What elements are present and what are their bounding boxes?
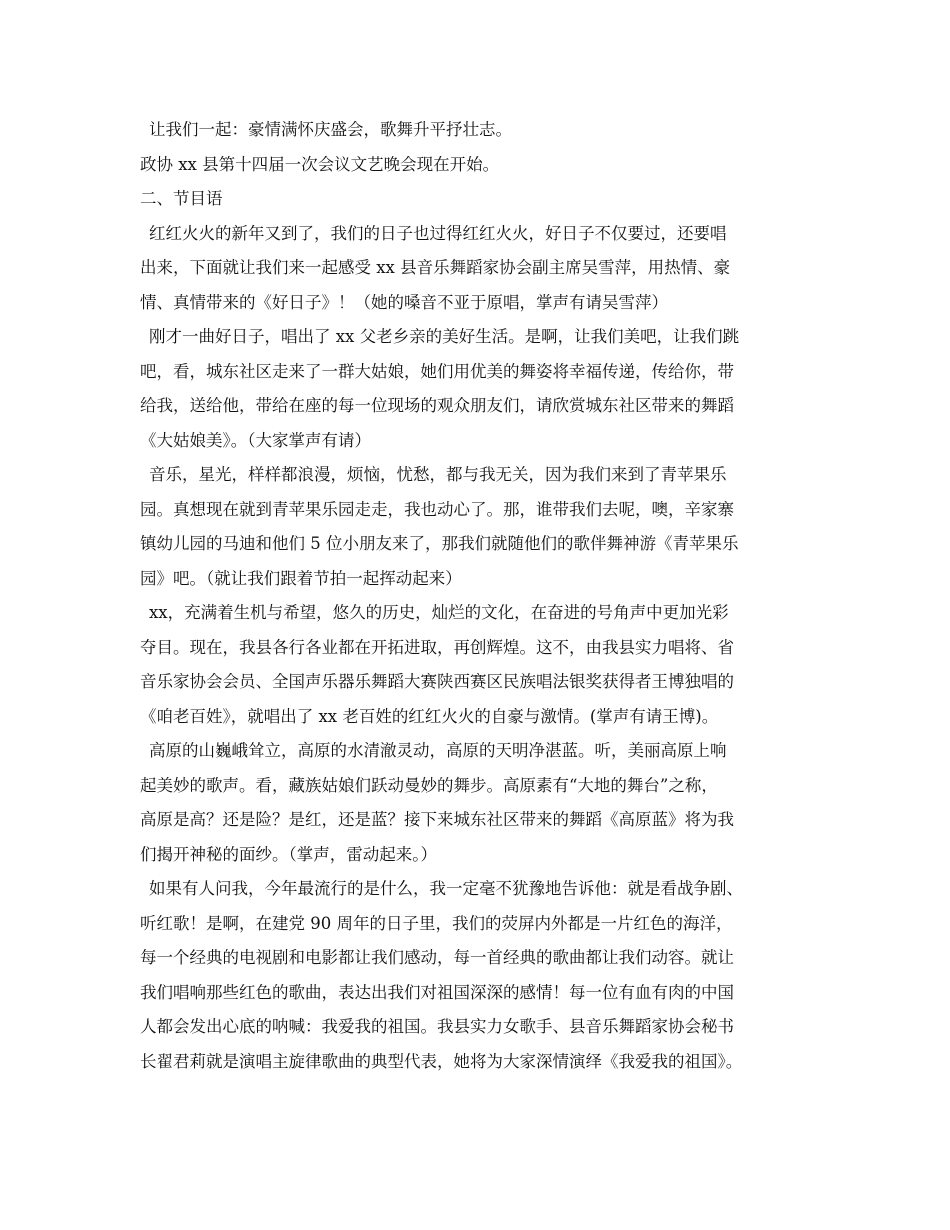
text-line: 镇幼儿园的马迪和他们 5 位小朋友来了，那我们就随他们的歌伴舞神游《青苹果乐 (140, 534, 739, 553)
paragraph (140, 320, 830, 458)
text-line: 红红火火的新年又到了，我们的日子也过得红红火火，好日子不仅要过，还要唱 (149, 223, 727, 243)
text-line: 起美妙的歌声。看，藏族姑娘们跃动曼妙的舞步。高原素有“大地的舞台”之称， (140, 775, 718, 795)
text-line: 给我，送给他，带给在座的每一位现场的观众朋友们，请欣赏城东社区带来的舞蹈 (140, 396, 734, 415)
document-body (140, 113, 830, 1079)
text-line: 夺目。现在，我县各行各业都在开拓进取，再创辉煌。这不，由我县实力唱将、省 (140, 637, 734, 657)
paragraph (140, 458, 830, 596)
paragraph (140, 182, 830, 217)
text-line: xx，充满着生机与希望，悠久的历史，灿烂的文化，在奋进的号角声中更加光彩 (149, 603, 729, 622)
text-line: 《咱老百姓》，就唱出了 xx 老百姓的红红火火的自豪与激情。(掌声有请王博)。 (140, 706, 719, 726)
text-line: 如果有人问我，今年最流行的是什么，我一定毫不犹豫地告诉他：就是看战争剧、 (149, 879, 743, 898)
text-line: 刚才一曲好日子，唱出了 xx 父老乡亲的美好生活。是啊，让我们美吧，让我们跳 (149, 327, 740, 346)
text-line: 吧，看，城东社区走来了一群大姑娘，她们用优美的舞姿将幸福传递，传给你，带 (140, 361, 734, 381)
text-line: 我们唱响那些红色的歌曲，表达出我们对祖国深深的感情！每一位有血有肉的中国 (140, 982, 734, 1002)
text-line: 二、节目语 (140, 189, 223, 208)
text-line: 情、真情带来的《好日子》！（她的嗓音不亚于原唱，掌声有请吴雪萍） (140, 292, 668, 312)
paragraph (140, 148, 830, 183)
text-line: 音乐家协会会员、全国声乐器乐舞蹈大赛陕西赛区民族唱法银奖获得者王博独唱的 (140, 672, 734, 691)
text-line: 政协 xx 县第十四届一次会议文艺晚会现在开始。 (140, 154, 500, 174)
text-line: 音乐，星光，样样都浪漫，烦恼，忧愁，都与我无关，因为我们来到了青苹果乐 (149, 465, 727, 484)
text-line: 人都会发出心底的呐喊：我爱我的祖国。我县实力女歌手、县音乐舞蹈家协会秘书 (140, 1017, 734, 1036)
text-line: 高原的山巍峨耸立，高原的水清澈灵动，高原的天明净湛蓝。听，美丽高原上响 (149, 741, 727, 760)
paragraph (140, 872, 830, 1079)
text-line: 园》吧。（就让我们跟着节拍一起挥动起来） (140, 568, 462, 588)
text-line: 听红歌！是啊，在建党 90 周年的日子里，我们的荧屏内外都是一片红色的海洋， (140, 913, 733, 933)
text-line: 《大姑娘美》。（大家掌声有请） (140, 430, 371, 450)
text-line: 让我们一起：豪情满怀庆盛会，歌舞升平抒壮志。 (149, 120, 512, 139)
text-line: 长翟君莉就是演唱主旋律歌曲的典型代表，她将为大家深情演绎《我爱我的祖国》。 (140, 1051, 743, 1071)
text-line: 每一个经典的电视剧和电影都让我们感动，每一首经典的歌曲都让我们动容。就让 (140, 948, 734, 967)
paragraph (140, 734, 830, 872)
text-line: 们揭开神秘的面纱。（掌声，雷动起来。） (140, 844, 437, 864)
text-line: 园。真想现在就到青苹果乐园走走，我也动心了。那，谁带我们去呢，噢，辛家寨 (140, 499, 734, 519)
paragraph (140, 217, 830, 321)
text-line: 高原是高？还是险？是红，还是蓝？接下来城东社区带来的舞蹈《高原蓝》将为我 (140, 810, 734, 829)
paragraph (140, 113, 830, 148)
text-line: 出来，下面就让我们来一起感受 xx 县音乐舞蹈家协会副主席吴雪萍，用热情、豪 (140, 258, 731, 277)
paragraph (140, 596, 830, 734)
